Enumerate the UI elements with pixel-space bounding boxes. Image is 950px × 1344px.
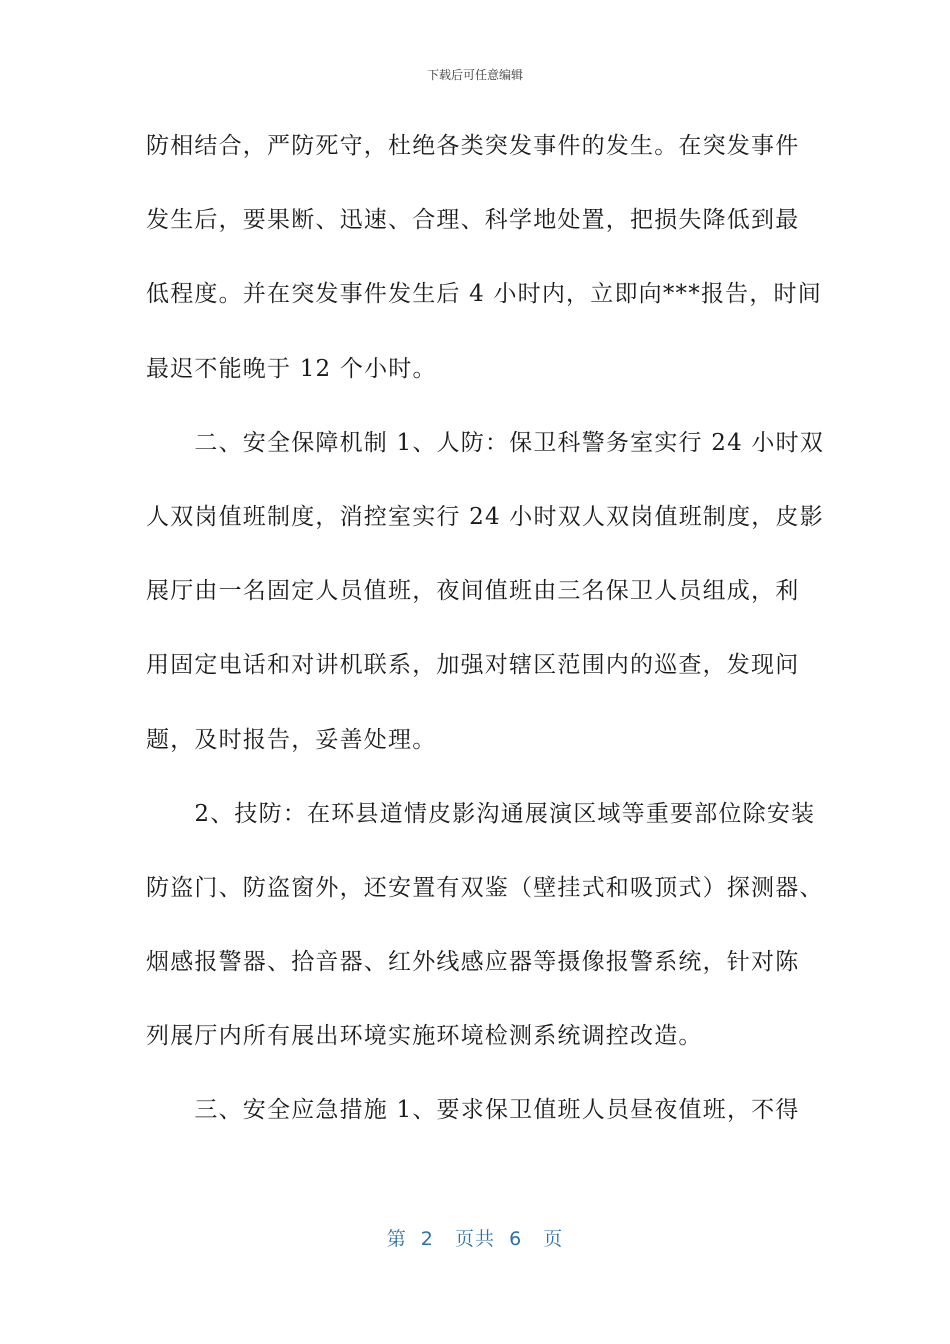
text-line: 人双岗值班制度，消控室实行 24 小时双人双岗值班制度，皮影 xyxy=(146,503,824,530)
text-line: 用固定电话和对讲机联系，加强对辖区范围内的巡查，发现问 xyxy=(146,652,800,679)
text-line: 列展厅内所有展出环境实施环境检测系统调控改造。 xyxy=(146,1023,703,1050)
text-line: 二、安全保障机制 1、人防：保卫科警务室实行 24 小时双 xyxy=(146,429,825,456)
text-line: 防相结合，严防死守，杜绝各类突发事件的发生。在突发事件 xyxy=(146,133,800,159)
text-line: 最迟不能晚于 12 个小时。 xyxy=(146,355,437,382)
text-line: 防盗门、防盗窗外，还安置有双鉴（壁挂式和吸顶式）探测器、 xyxy=(146,874,824,901)
text-line: 烟感报警器、拾音器、红外线感应器等摄像报警系统，针对陈 xyxy=(146,949,800,976)
text-line: 低程度。并在突发事件发生后 4 小时内，立即向***报告，时间 xyxy=(146,281,822,308)
page-footer xyxy=(0,1224,950,1251)
text-line: 2、技防：在环县道情皮影沟通展演区域等重要部位除安装 xyxy=(146,800,816,827)
page-number-label: 第 2 页共 6 页 xyxy=(386,1228,564,1250)
text-line: 三、安全应急措施 1、要求保卫值班人员昼夜值班，不得 xyxy=(146,1097,800,1124)
text-line: 发生后，要果断、迅速、合理、科学地处置，把损失降低到最 xyxy=(146,207,800,234)
text-line: 题，及时报告，妥善处理。 xyxy=(146,726,437,753)
document-body xyxy=(146,122,825,1161)
page-header-note: 下载后可任意编辑 xyxy=(426,68,523,82)
text-line: 展厅由一名固定人员值班，夜间值班由三名保卫人员组成，利 xyxy=(146,578,800,605)
